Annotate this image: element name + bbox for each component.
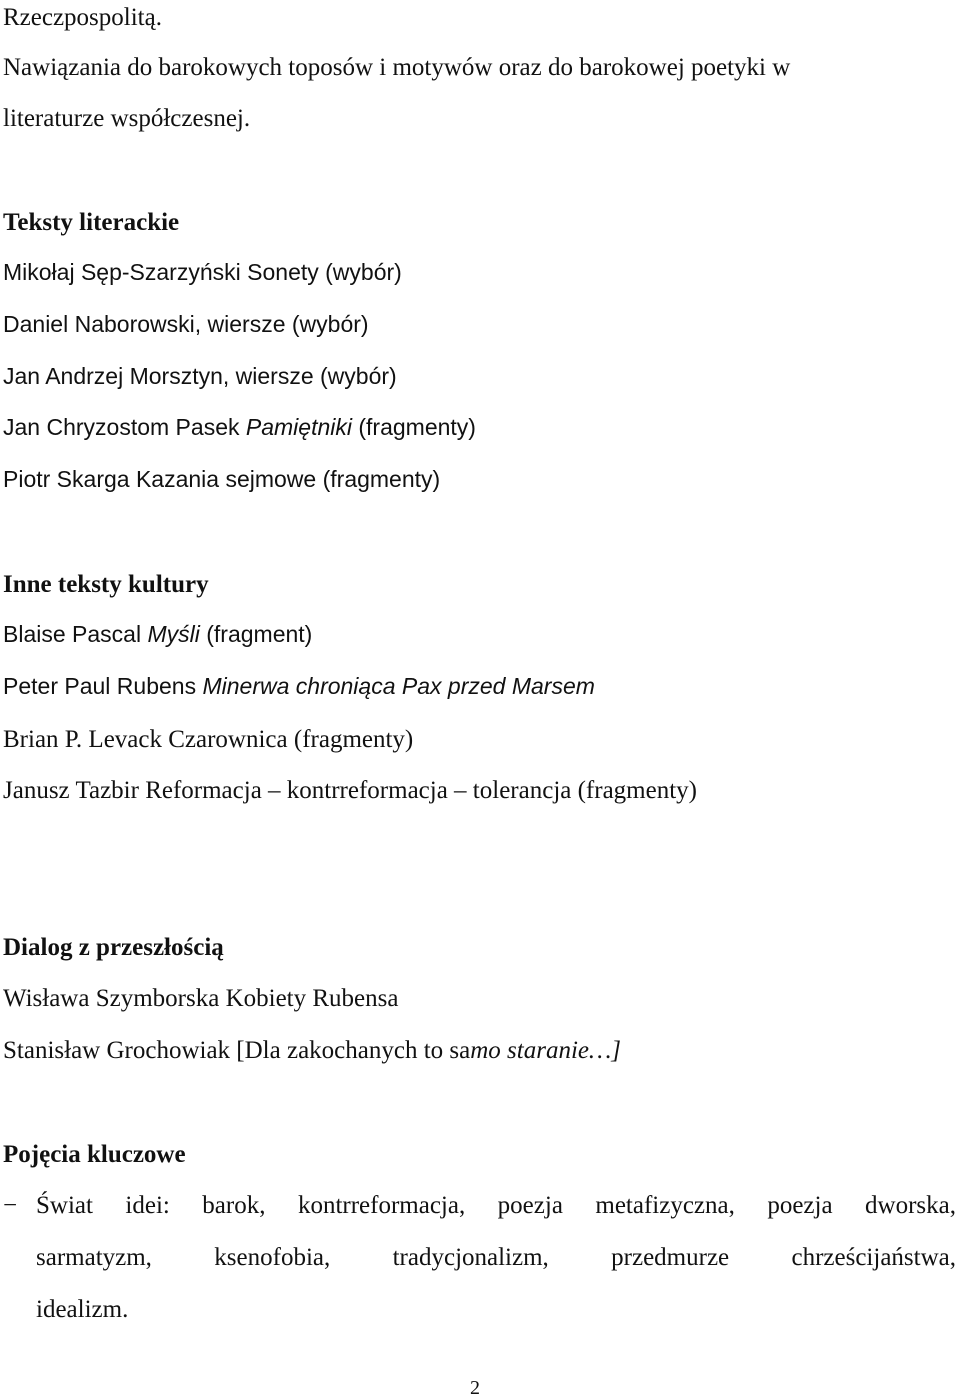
item-author: Blaise Pascal xyxy=(3,621,142,647)
item-note: (fragmenty) xyxy=(358,414,476,440)
other-text-item xyxy=(3,623,312,646)
dialogue-item xyxy=(3,986,398,1011)
item-title: Kobiety Rubensa xyxy=(225,985,399,1012)
item-title: Czarownica xyxy=(168,726,288,753)
bullet-dash: − xyxy=(3,1192,18,1219)
key-concepts-line-3: idealizm. xyxy=(36,1296,129,1323)
item-title: Myśli xyxy=(147,621,200,647)
other-text-item xyxy=(3,778,697,803)
item-author: Mikołaj Sęp-Szarzyński xyxy=(3,259,241,285)
item-note: (fragmenty) xyxy=(322,466,441,492)
intro-line-1: Rzeczpospolitą. xyxy=(3,4,162,31)
other-texts-heading: Inne teksty kultury xyxy=(3,571,209,598)
item-title: Minerwa chroniąca Pax przed Marsem xyxy=(202,673,595,699)
item-author: Stanisław Grochowiak xyxy=(3,1037,231,1064)
item-title: wiersze xyxy=(207,311,286,337)
item-author: Jan Andrzej Morsztyn, xyxy=(3,363,230,389)
item-title: Sonety xyxy=(247,259,319,285)
item-note: (fragmenty) xyxy=(577,777,697,804)
literary-text-item xyxy=(3,365,397,388)
intro-line-3: literaturze współczesnej. xyxy=(3,105,251,132)
item-title: Pamiętniki xyxy=(245,414,352,440)
item-note: (wybór) xyxy=(320,363,397,389)
intro-line-2: Nawiązania do barokowych toposów i motywów oraz do barokowej poetyki w xyxy=(3,54,791,81)
item-title: Reformacja – kontrreformacja – tolerancja xyxy=(145,777,572,804)
item-title-italic: mo staranie…] xyxy=(470,1037,621,1064)
literary-text-item xyxy=(3,416,476,439)
dialogue-item xyxy=(3,1038,621,1063)
page-number: 2 xyxy=(470,1377,480,1399)
item-note: (fragment) xyxy=(206,621,313,647)
item-title: [Dla zakochanych to sa xyxy=(236,1037,471,1064)
item-note: (wybór) xyxy=(291,311,369,337)
item-author: Peter Paul Rubens xyxy=(3,673,197,699)
key-concepts-heading: Pojęcia kluczowe xyxy=(3,1141,186,1168)
item-author: Janusz Tazbir xyxy=(3,777,139,804)
item-author: Daniel Naborowski, xyxy=(3,311,202,337)
literary-text-item xyxy=(3,261,402,284)
item-note: (wybór) xyxy=(325,259,402,285)
item-note: (fragmenty) xyxy=(293,726,414,753)
literary-texts-heading: Teksty literackie xyxy=(3,209,180,236)
item-author: Brian P. Levack xyxy=(3,726,162,753)
literary-text-item xyxy=(3,468,440,491)
item-author: Jan Chryzostom Pasek xyxy=(3,414,240,440)
item-title: Kazania sejmowe xyxy=(135,466,317,492)
item-author: Wisława Szymborska xyxy=(3,985,220,1012)
key-concepts-line-2: sarmatyzm, ksenofobia, tradycjonalizm, przedmurze chrześcijaństwa, xyxy=(36,1244,956,1271)
other-text-item xyxy=(3,675,595,698)
item-author: Piotr Skarga xyxy=(3,466,130,492)
key-concepts-line-1: Świat idei: barok, kontrreformacja, poezja metafizyczna, poezja dworska, xyxy=(36,1192,956,1219)
item-title: wiersze xyxy=(235,363,314,389)
dialogue-heading: Dialog z przeszłością xyxy=(3,934,224,961)
other-text-item xyxy=(3,727,413,752)
literary-text-item xyxy=(3,313,369,336)
